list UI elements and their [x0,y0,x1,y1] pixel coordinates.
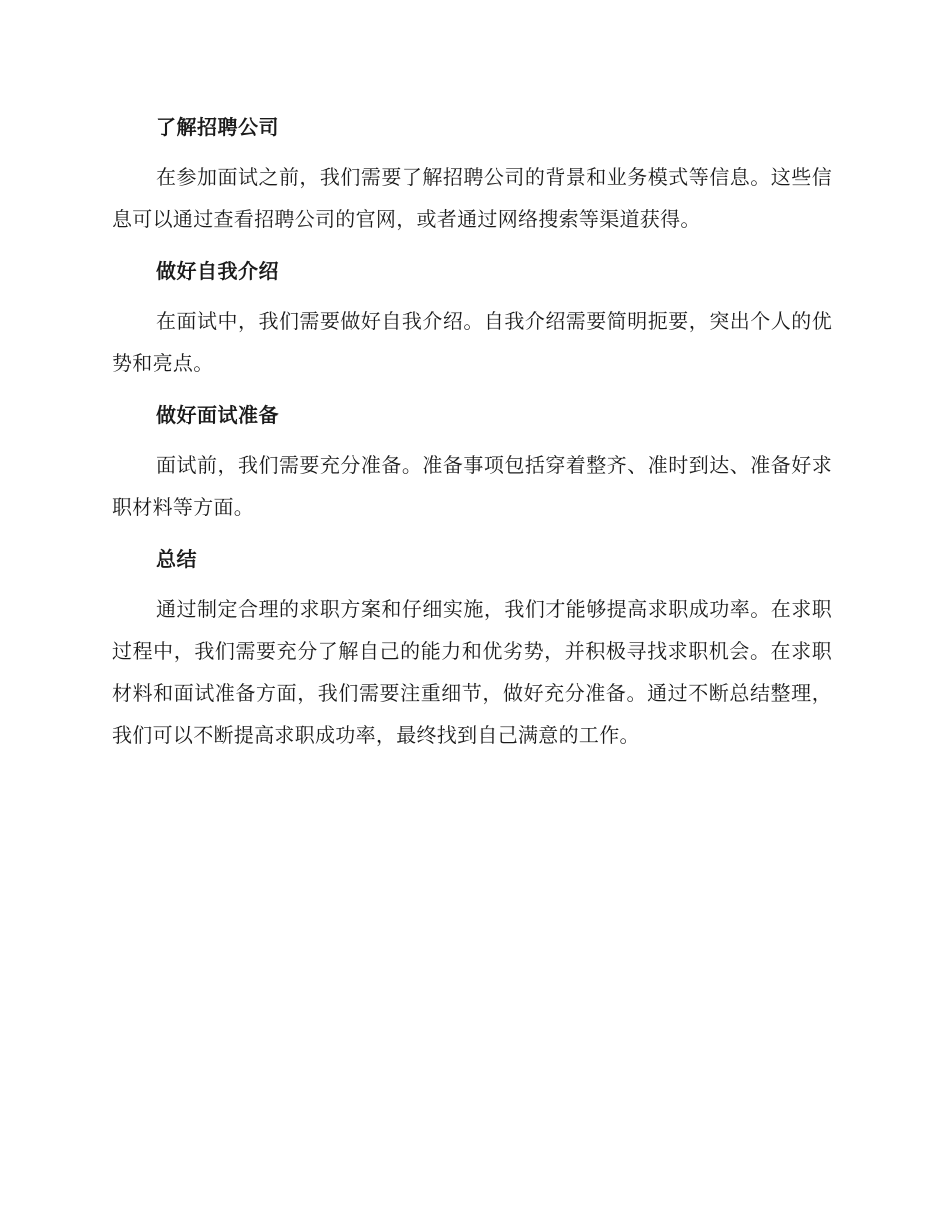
section-heading-interview-prep: 做好面试准备 [156,403,279,427]
section-heading-company: 了解招聘公司 [156,115,279,139]
section-body-company: 在参加面试之前，我们需要了解招聘公司的背景和业务模式等信息。这些信息可以通过查看招聘公司的官网，或者通过网络搜索等渠道获得。 [112,165,832,231]
section-heading-self-intro: 做好自我介绍 [156,259,279,283]
section-body-interview-prep: 面试前，我们需要充分准备。准备事项包括穿着整齐、准时到达、准备好求职材料等方面。 [112,453,832,519]
section-heading-summary: 总结 [156,547,197,571]
section-body-self-intro: 在面试中，我们需要做好自我介绍。自我介绍需要简明扼要，突出个人的优势和亮点。 [112,309,832,375]
section-body-summary: 通过制定合理的求职方案和仔细实施，我们才能够提高求职成功率。在求职过程中，我们需要充分了解自己的能力和优劣势，并积极寻找求职机会。在求职材料和面试准备方面，我们需要注重细节，做好充分准备。通过不断总结整理，我们可以不断提高求职成功率，最终找到自己满意的工作。 [112,597,832,747]
document-page [112,108,832,768]
